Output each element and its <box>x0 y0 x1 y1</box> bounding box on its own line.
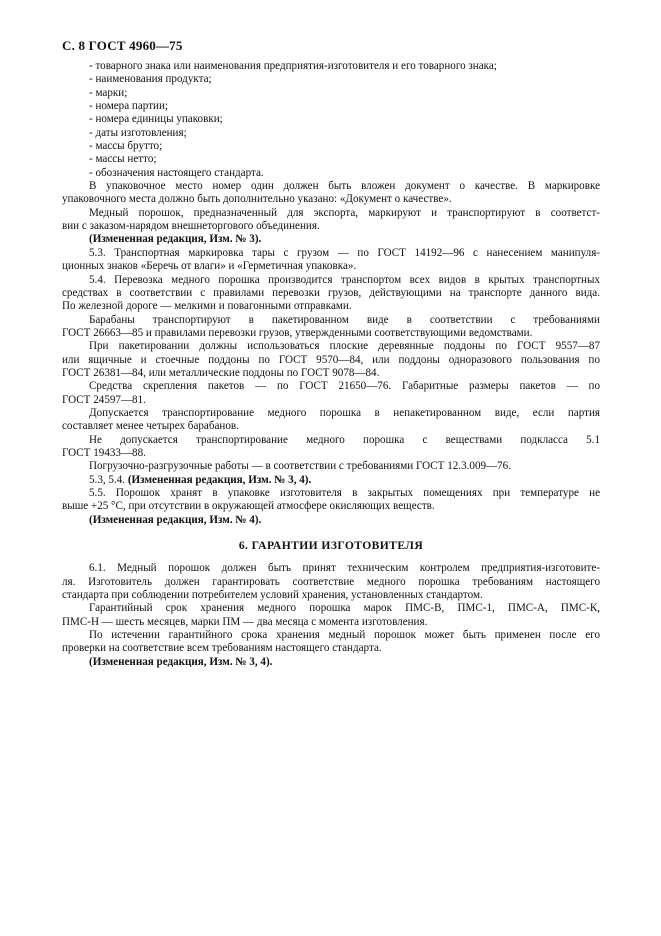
paragraph-line: Не допускается транспортирование медного порошка с веществами подкласса 5.1 <box>89 433 600 446</box>
paragraph-line: проверки на соответствие всем требованиям настоящего стандарта. <box>62 642 382 655</box>
paragraph-line: выше +25 °С, при отсутствии в окружающей атмосфере окисляющих веществ. <box>62 500 435 513</box>
amendment-note: (Измененная редакция, Изм. № 3, 4). <box>89 655 273 668</box>
paragraph-line: ционных знаков «Беречь от влаги» и «Герметичная упаковка». <box>62 260 357 273</box>
amendment-note-5-3-5-4 <box>62 474 600 487</box>
paragraph-line: По железной дороге — мелкими и повагонными отправками. <box>62 300 352 313</box>
paragraph-line: Погрузочно-разгрузочные работы — в соответствии с требованиями ГОСТ 12.3.009—76. <box>89 460 512 473</box>
list-item: - номера партии; <box>89 100 168 113</box>
paragraph-line: При пакетировании должны использоваться плоские деревянные поддоны по ГОСТ 9557—87 <box>89 340 600 353</box>
paragraph-line: составляет менее четырех барабанов. <box>62 420 239 433</box>
amendment-note: (Измененная редакция, Изм. № 3, 4). <box>127 473 312 486</box>
paragraph-line: или ящичные и стоечные поддоны по ГОСТ 9570—84, или поддоны одноразового пользования по <box>62 353 600 366</box>
paragraph-line: Гарантийный срок хранения медного порошка марок ПМС-В, ПМС-1, ПМС-А, ПМС-К, <box>89 602 600 615</box>
document-body <box>62 60 600 669</box>
paragraph-line: ГОСТ 19433—88. <box>62 446 146 459</box>
paragraph-line: Допускается транспортирование медного порошка в непакетированном виде, если партия <box>89 406 600 419</box>
paragraph-line: Медный порошок, предназначенный для экспорта, маркируют и транспортируют в соответст- <box>89 206 600 219</box>
clause-5-3: 5.3. Транспортная маркировка тары с грузом — по ГОСТ 14192—96 с нанесением манипуля- <box>89 246 600 259</box>
paragraph-line: В упаковочное место номер один должен быть вложен документ о качестве. В маркировке <box>89 180 600 193</box>
clause-ref: 5.3, 5.4. <box>89 473 126 486</box>
paragraph-line: ГОСТ 24597—81. <box>62 393 146 406</box>
amendment-note: (Измененная редакция, Изм. № 4). <box>89 513 262 526</box>
clause-5-4: 5.4. Перевозка медного порошка производится транспортом всех видов в крытых транспортных <box>89 273 600 286</box>
list-item: - номера единицы упаковки; <box>89 113 223 126</box>
paragraph-line: вии с заказом-нарядом внешнеторгового объединения. <box>62 220 320 233</box>
list-item: - товарного знака или наименования предприятия-изготовителя и его товарного знака; <box>89 60 497 72</box>
clause-5-5: 5.5. Порошок хранят в упаковке изготовителя в закрытых помещениях при температуре не <box>89 487 600 499</box>
amendment-note: (Измененная редакция, Изм. № 3). <box>89 233 262 246</box>
paragraph-line: ГОСТ 26381—84, или металлические поддоны по ГОСТ 9078—84. <box>62 366 380 379</box>
paragraph-line: Барабаны транспортируют в пакетированном виде в соответствии с требованиями <box>89 313 600 326</box>
list-item: - марки; <box>89 86 128 99</box>
paragraph-line: ГОСТ 26663—85 и правилами перевозки грузов, утвержденными соответствующими ведомствами. <box>62 326 533 339</box>
list-item: - массы нетто; <box>89 153 157 166</box>
paragraph-line: ПМС-Н — шесть месяцев, марки ПМ — два месяца с момента изготовления. <box>62 615 428 628</box>
paragraph-line: По истечении гарантийного срока хранения медный порошок может быть применен после его <box>89 629 600 642</box>
paragraph-line: стандарта при соблюдении потребителем условий хранения, установленных стандартом. <box>62 589 483 602</box>
list-item: - обозначения настоящего стандарта. <box>89 166 264 179</box>
list-item: - массы брутто; <box>89 140 163 153</box>
section-title: 6. ГАРАНТИИ ИЗГОТОВИТЕЛЯ <box>238 539 424 553</box>
page-header: С. 8 ГОСТ 4960—75 <box>62 38 183 53</box>
list-item: - наименования продукта; <box>89 73 212 86</box>
paragraph-line: Средства скрепления пакетов — по ГОСТ 21650—76. Габаритные размеры пакетов — по <box>89 380 600 393</box>
paragraph-line: ля. Изготовитель должен гарантировать соответствие медного порошка требованиям настоящего <box>62 575 600 588</box>
paragraph-line: упаковочного места должно быть дополнительно указано: «Документ о качестве». <box>62 193 452 206</box>
paragraph-line: средствах в соответствии с правилами перевозки грузов, действующими на транспорте данного вида. <box>62 286 600 299</box>
list-item: - даты изготовления; <box>89 126 187 139</box>
clause-6-1: 6.1. Медный порошок должен быть принят техническим контролем предприятия-изготовите- <box>89 562 600 575</box>
